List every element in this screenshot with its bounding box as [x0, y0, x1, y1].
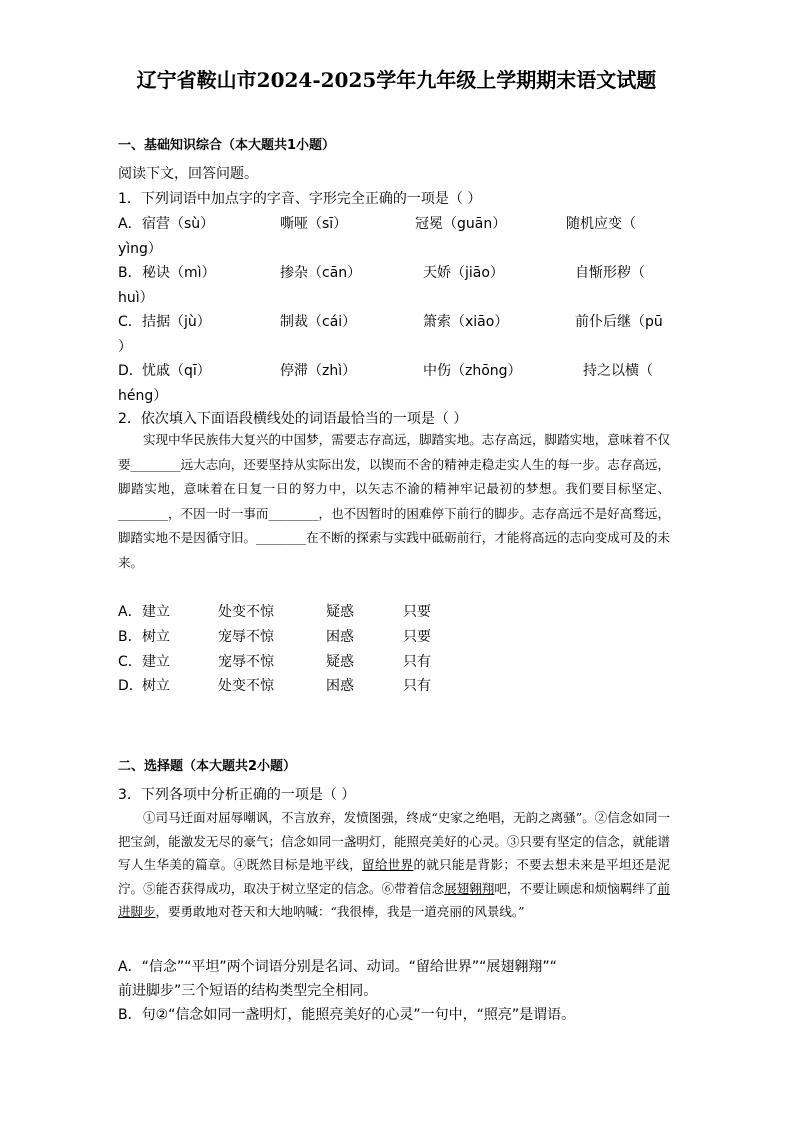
- option-item: 秘诀（mì）: [142, 265, 216, 281]
- passage-part-2: 的就只能是背影；不要去想未来是平坦还是泥泞。⑤能否获得成功，取决于树立坚定的信念。⑥带着信念: [118, 857, 670, 896]
- option-wrap: ）: [118, 339, 132, 355]
- option-item: 困惑: [326, 629, 354, 645]
- option-label: D．: [118, 363, 143, 379]
- option-item: 掺杂（cān）: [280, 265, 362, 281]
- option-item: 疑惑: [326, 654, 354, 670]
- option-label: A．: [118, 604, 142, 620]
- option-item: 宠辱不惊: [218, 654, 274, 670]
- option-item: 冠冕（guān）: [415, 216, 507, 232]
- question-1-stem: 1．下列词语中加点字的字音、字形完全正确的一项是（ ）: [118, 191, 482, 207]
- option-wrap: yìng）: [118, 241, 162, 257]
- underlined-phrase-2: 展翅翱翔: [444, 880, 495, 896]
- passage-text: [118, 806, 670, 924]
- option-item: 困惑: [326, 678, 354, 694]
- option-item: 持之以横（: [583, 363, 653, 379]
- underlined-phrase-1: 留给世界: [362, 857, 414, 872]
- section-heading-2: 二、选择题（本大题共2小题）: [118, 759, 297, 774]
- option-item: 前仆后继（pū: [575, 314, 663, 330]
- option-item: 箫索（xiāo）: [423, 314, 509, 330]
- passage-text: 实现中华民族伟大复兴的中国梦，需要志存高远，脚踏实地。志存高远，脚踏实地，意味着不仅要________远大志向，还要坚持从实际出发，以锲而不舍的精神走稳走实人生的每一步。志存高远，脚踏实地，意味着在日复一日的努力中，以矢志不渝的精神牢记最初的梦想。我们要目标坚定、________，不因一时一事而________，也不因暂时的困难停下前行的脚步。志存高远不是好高骛远，脚踏实地不是因循守旧。________在不断的探索与实践中砥砺前行，才能将高远的志向变成可及的未来。: [118, 432, 670, 570]
- option-item: 树立: [142, 678, 170, 694]
- underlined-phrase-3: 前进脚步: [118, 880, 670, 919]
- option-item: 宿营（sù）: [142, 216, 215, 232]
- option-label: B．: [118, 629, 142, 645]
- option-label: C．: [118, 314, 142, 330]
- option-label: B．: [118, 265, 142, 281]
- option-item: 拮据（jù）: [142, 314, 211, 330]
- option-item: 只要: [403, 604, 431, 620]
- option-item: 宠辱不惊: [218, 629, 274, 645]
- option-label: C．: [118, 654, 142, 670]
- option-item: 中伤（zhōng）: [423, 363, 522, 379]
- option-item: 建立: [142, 604, 170, 620]
- section-heading-1: 一、基础知识综合（本大题共1小题）: [118, 138, 336, 153]
- option-item: 自惭形秽（: [575, 265, 645, 281]
- option-item: 停滞（zhì）: [280, 363, 357, 379]
- option-wrap: héng）: [118, 388, 168, 404]
- option-item: 处变不惊: [218, 604, 274, 620]
- option-item: 忧戚（qī）: [142, 363, 211, 379]
- passage-part-4: ，要勇敢地对苍天和大地呐喊：“我很棒，我是一道亮丽的风景线。”: [155, 904, 525, 919]
- page-title: 辽宁省鞍山市2024-2025学年九年级上学期期末语文试题: [136, 68, 657, 92]
- option-item: 只要: [403, 629, 431, 645]
- reading-intro: 阅读下文，回答问题。: [118, 166, 258, 182]
- question-3-stem: 3．下列各项中分析正确的一项是（ ）: [118, 787, 356, 803]
- passage-part-3: 吧，不要让顾虑和烦恼羁绊了: [494, 880, 658, 896]
- option-item: 处变不惊: [218, 678, 274, 694]
- passage-part-1: ①司马迁面对屈辱嘲讽，不言放弃，发愤图强，终成“史家之绝唱，无韵之离骚”。②信念如同一把宝剑，能激发无尽的豪气；信念如同一盏明灯，能照亮美好的心灵。③只要有坚定的信念，就能谱写人生华美的篇章。④既然目标是地平线，: [118, 810, 670, 872]
- question-3-option-a-line-2: 前进脚步”三个短语的结构类型完全相同。: [118, 983, 378, 999]
- option-item: 制裁（cái）: [280, 314, 357, 330]
- option-item: 疑惑: [326, 604, 354, 620]
- option-item: 建立: [142, 654, 170, 670]
- option-item: 树立: [142, 629, 170, 645]
- option-wrap: huì）: [118, 290, 154, 306]
- question-2-stem: 2．依次填入下面语段横线处的词语最恰当的一项是（ ）: [118, 411, 468, 427]
- question-3-option-a-line-1: A．“信念”“平坦”两个词语分别是名词、动词。“留给世界”“展翅翱翔”“: [118, 959, 557, 975]
- option-item: 只有: [403, 654, 431, 670]
- option-item: 只有: [403, 678, 431, 694]
- option-item: 嘶哑（sī）: [280, 216, 348, 232]
- question-2-passage: [118, 428, 670, 575]
- question-3-option-b: B．句②“信念如同一盏明灯，能照亮美好的心灵”一句中，“照亮”是谓语。: [118, 1007, 576, 1023]
- option-item: 随机应变（: [566, 216, 636, 232]
- option-item: 天娇（jiāo）: [423, 265, 504, 281]
- question-3-passage: [118, 806, 670, 924]
- option-label: D．: [118, 678, 143, 694]
- option-label: A．: [118, 216, 142, 232]
